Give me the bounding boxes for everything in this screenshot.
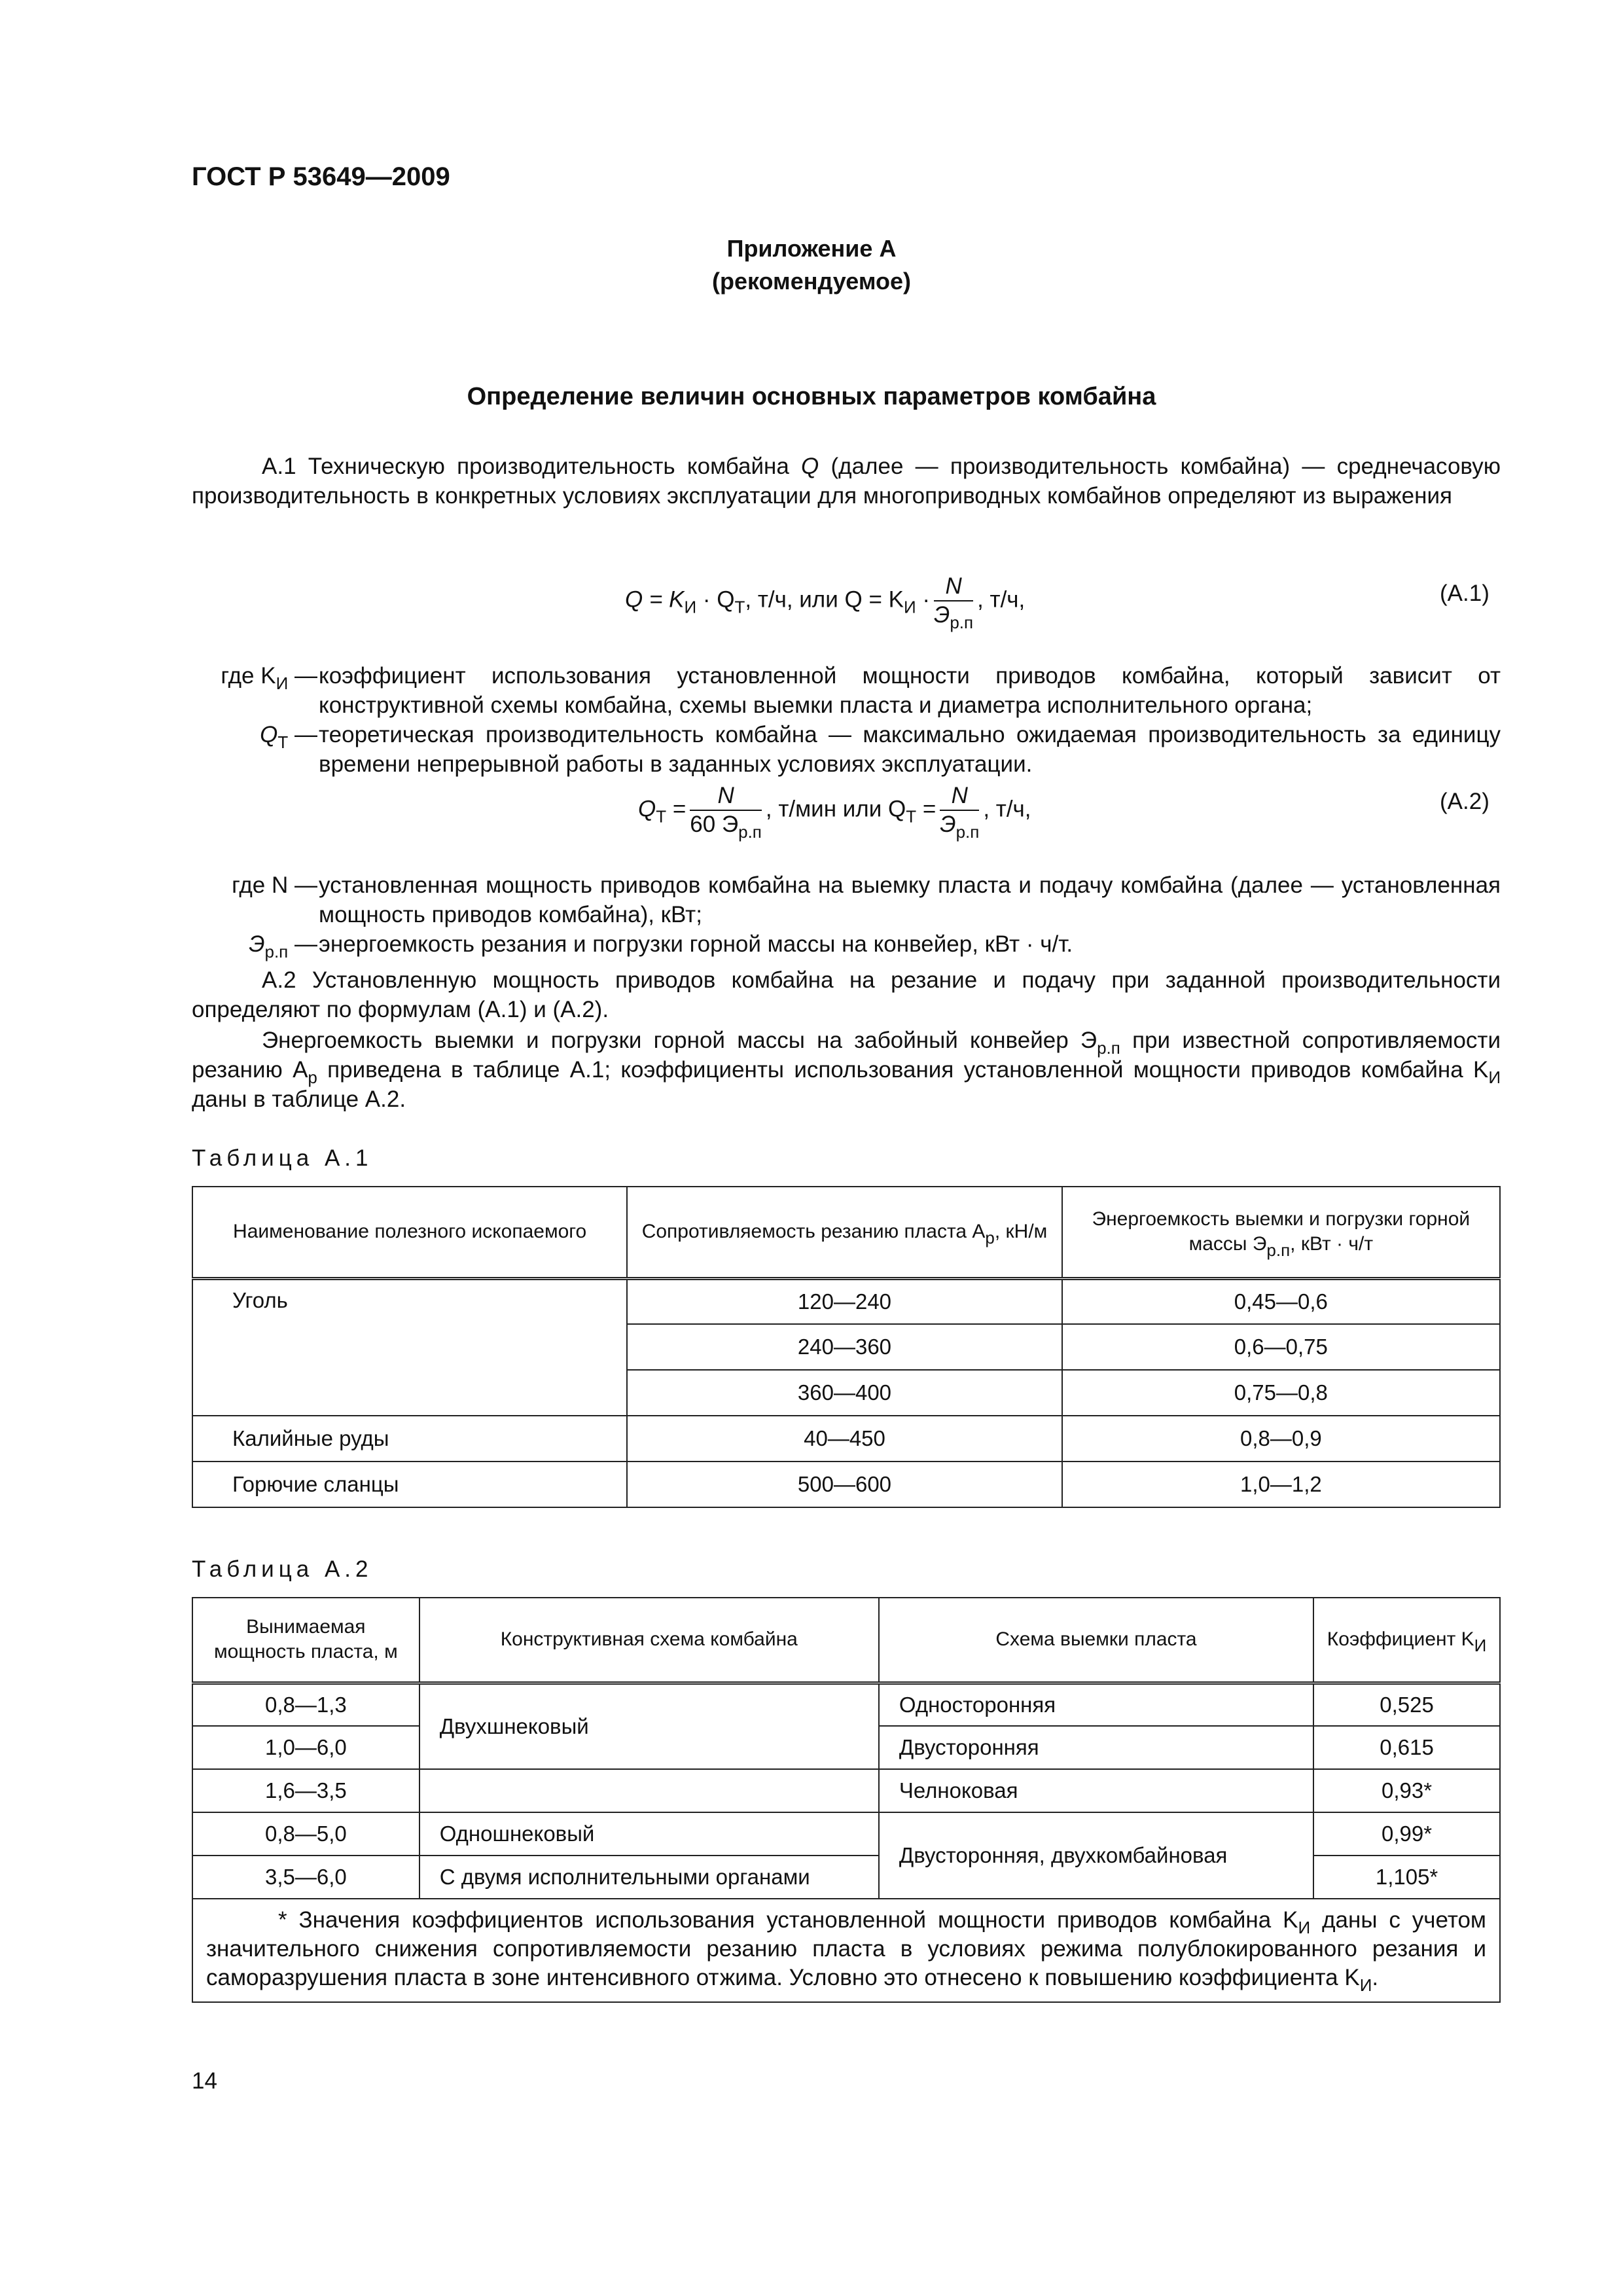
table1-cell-resistance: 120—240 — [627, 1278, 1061, 1324]
table2-cell-coefficient: 0,525 — [1313, 1683, 1500, 1726]
def-text-qt: теоретическая производительность комбайна — максимально ожидаемая производительность за единицу времени непрерывной работы в заданных условиях эксплуатации. — [319, 722, 1501, 777]
def-term-erp: $Э_{р.п}$ — — [249, 931, 317, 961]
table2-header-thickness: Вынимаемая мощность пласта, м — [192, 1598, 419, 1683]
table-a2 — [192, 1597, 1501, 2003]
table2-cell-coefficient: 1,105* — [1313, 1856, 1500, 1899]
table2-header-method: Схема выемки пласта — [879, 1598, 1313, 1683]
table1-cell-energy: 0,6—0,75 — [1062, 1324, 1500, 1370]
document-header: ГОСТ Р 53649—2009 — [192, 162, 450, 191]
page-number: 14 — [192, 2068, 217, 2094]
table2-cell-coefficient: 0,615 — [1313, 1726, 1500, 1769]
formula-number-a1: (А.1) — [1440, 581, 1489, 606]
fraction: $\frac{N}{60 Э_{р.п}}$ — [690, 783, 762, 842]
table1-cell-resistance: 40—450 — [627, 1416, 1061, 1462]
fraction: $\frac{N}{Э_{р.п}}$ — [934, 573, 974, 632]
table1-cell-energy: 0,75—0,8 — [1062, 1370, 1500, 1416]
table2-cell-method: Двусторонняя, двухкомбайновая — [879, 1812, 1313, 1899]
table1-header-energy: Энергоемкость выемки и погрузки горной массы $Э_{р.п}$, кВт · ч/т — [1062, 1187, 1500, 1278]
table1-cell-energy: 0,8—0,9 — [1062, 1416, 1500, 1462]
table2-note-row — [192, 1899, 1500, 2002]
table2-cell-method: Челноковая — [879, 1769, 1313, 1812]
formula-number-a2: (А.2) — [1440, 789, 1489, 814]
table-row — [192, 1769, 1500, 1812]
def-text-n: установленная мощность приводов комбайна на выемку пласта и подачу комбайна (далее — установленная мощность приводов комбайна), кВт; — [319, 872, 1501, 927]
formula-a2: $Q_Т$ = $\frac{N}{60 Э_{р.п}}$ , т/мин или $Q_Т$ = $\frac{N}{Э_{р.п}}$ , т/ч, — [638, 783, 1031, 842]
formula-a1: $Q = K_И \cdot Q_Т$, т/ч, или $Q = K_И$ · $\frac{N}{Э_{р.п}}$ , т/ч, — [625, 573, 1026, 632]
def-term-qt: $Q_Т$ — — [260, 722, 317, 752]
table1-header-row — [192, 1187, 1500, 1278]
table1-cell-energy: 1,0—1,2 — [1062, 1462, 1500, 1507]
appendix-heading — [0, 232, 1623, 298]
section-title: Определение величин основных параметров комбайна — [467, 383, 1156, 410]
table2-cell-coefficient: 0,93* — [1313, 1769, 1500, 1812]
table2-header-row — [192, 1598, 1500, 1683]
table2-caption: Таблица А.2 — [192, 1556, 373, 1582]
def-term-n: где N — — [232, 872, 317, 898]
table1-cell-resistance: 360—400 — [627, 1370, 1061, 1416]
table1-cell-resistance: 240—360 — [627, 1324, 1061, 1370]
table2-header-scheme: Конструктивная схема комбайна — [419, 1598, 879, 1683]
table2-cell-scheme: Двухшнековый — [419, 1683, 879, 1769]
table2-cell-thickness: 3,5—6,0 — [192, 1856, 419, 1899]
table2-cell-scheme: С двумя исполнительными органами — [419, 1856, 879, 1899]
table-row — [192, 1278, 1500, 1324]
table2-header-coefficient: Коэффициент $K_И$ — [1313, 1598, 1500, 1683]
def-text-ki: коэффициент использования установленной мощности приводов комбайна, который зависит от конструктивной схемы комбайна, схемы выемки пласта и диаметра исполнительного органа; — [319, 663, 1501, 718]
table2-cell-thickness: 0,8—1,3 — [192, 1683, 419, 1726]
table2-cell-thickness: 1,6—3,5 — [192, 1769, 419, 1812]
def-term-ki: где $K_И$ — — [221, 663, 317, 693]
table1-cell-energy: 0,45—0,6 — [1062, 1278, 1500, 1324]
table2-cell-method: Двусторонняя — [879, 1726, 1313, 1769]
table1-header-mineral: Наименование полезного ископаемого — [192, 1187, 627, 1278]
table-row — [192, 1812, 1500, 1856]
paragraph-a1: А.1 Техническую производительность комбайна Q (далее — производительность комбайна) — среднечасовую производительность в конкретных условиях эксплуатации для многоприводных комбайнов определяют из выражения — [192, 454, 1501, 509]
table2-cell-thickness: 1,0—6,0 — [192, 1726, 419, 1769]
appendix-title: Приложение А — [726, 235, 897, 262]
table1-cell-mineral: Уголь — [192, 1278, 627, 1416]
table2-cell-scheme: Одношнековый — [419, 1812, 879, 1856]
table2-cell-method: Односторонняя — [879, 1683, 1313, 1726]
table1-cell-resistance: 500—600 — [627, 1462, 1061, 1507]
table1-cell-mineral: Горючие сланцы — [192, 1462, 627, 1507]
table-row — [192, 1683, 1500, 1726]
appendix-subtitle: (рекомендуемое) — [712, 268, 911, 295]
table2-cell-thickness: 0,8—5,0 — [192, 1812, 419, 1856]
def-text-erp: энергоемкость резания и погрузки горной массы на конвейер, кВт · ч/т. — [319, 931, 1073, 957]
table2-footnote: * Значения коэффициентов использования установленной мощности приводов комбайна $K_И$ даны с учетом значительного снижения сопротивляемости резанию пласта в условиях режима полублокированного резания и саморазрушения пласта в зоне интенсивного отжима. Условно это отнесено к повышению коэффициента $K_И$. — [192, 1899, 1500, 2002]
table-row — [192, 1462, 1500, 1507]
paragraph-a2-energy: Энергоемкость выемки и погрузки горной массы на забойный конвейер $Э_{р.п}$ при известной сопротивляемости резанию $А_р$ приведена в таблице А.1; коэффициенты использования установленной мощности приводов комбайна $K_И$ даны в таблице А.2. — [192, 1028, 1501, 1112]
table-row — [192, 1416, 1500, 1462]
table1-caption: Таблица А.1 — [192, 1145, 373, 1171]
table2-cell-scheme — [419, 1769, 879, 1812]
fraction: $\frac{N}{Э_{р.п}}$ — [940, 783, 980, 842]
table2-cell-coefficient: 0,99* — [1313, 1812, 1500, 1856]
paragraph-a2: А.2 Установленную мощность приводов комбайна на резание и подачу при заданной производительности определяют по формулам (А.1) и (А.2). — [192, 967, 1501, 1022]
table1-header-resistance: Сопротивляемость резанию пласта $A_р$, кН/м — [627, 1187, 1061, 1278]
table1-cell-mineral: Калийные руды — [192, 1416, 627, 1462]
table-a1 — [192, 1186, 1501, 1508]
